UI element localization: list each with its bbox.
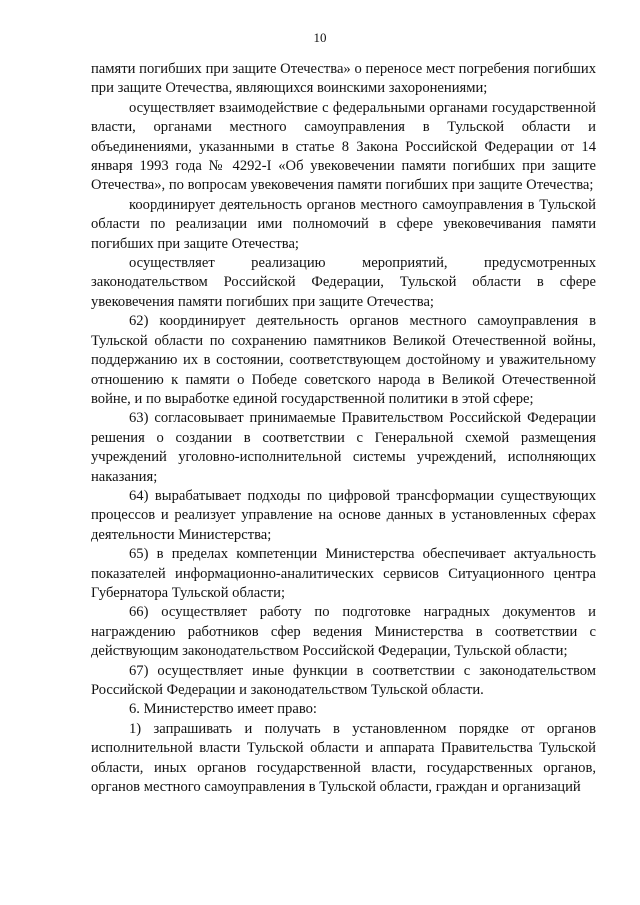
paragraph-item-67: 67) осуществляет иные функции в соответствии с законодательством Российской Федерации и законодательством Тульской области. xyxy=(91,662,596,698)
paragraph-item-64: 64) вырабатывает подходы по цифровой трансформации существующих процессов и реализует управление на основе данных в установленных сферах деятельности Министерства; xyxy=(91,487,596,543)
paragraph-item-66: 66) осуществляет работу по подготовке наградных документов и награждению работников сфер ведения Министерства в соответствии с действующим законодательством Российской Федерации, Тульской области; xyxy=(91,604,596,660)
document-body xyxy=(91,60,596,797)
paragraph-continuation: памяти погибших при защите Отечества» о переносе мест погребения погибших при защите Отечества, являющихся воинскими захоронениями; xyxy=(91,61,596,97)
paragraph-right-1: 1) запрашивать и получать в установленном порядке от органов исполнительной власти Тульской области и аппарата Правительства Тульской области, иных органов государственной власти, государственных органов, органов местного самоуправления в Тульской области, граждан и организаций xyxy=(91,720,596,796)
paragraph-implementation: осуществляет реализацию мероприятий, предусмотренных законодательством Российской Федерации, Тульской области в сфере увековечения памяти погибших при защите Отечества; xyxy=(91,255,596,310)
paragraph-item-63: 63) согласовывает принимаемые Правительством Российской Федерации решения о создании в соответствии с Генеральной схемой размещения учреждений уголовно-исполнительной системы учреждений, исполняющих наказания; xyxy=(91,410,596,485)
paragraph-item-65: 65) в пределах компетенции Министерства обеспечивает актуальность показателей информационно-аналитических сервисов Ситуационного центра Губернатора Тульской области; xyxy=(91,546,596,601)
paragraph-coordination: координирует деятельность органов местного самоуправления в Тульской области по реализации ими полномочий в сфере увековечивания памяти погибших при защите Отечества; xyxy=(91,196,596,252)
paragraph-section-6: 6. Министерство имеет право: xyxy=(129,701,317,718)
paragraph-item-62: 62) координирует деятельность органов местного самоуправления в Тульской области по сохранению памятников Великой Отечественной войны, поддержанию их в состоянии, соответствующем достойному и уважительному отношению к памяти о Победе советского народа в Великой Отечественной войне, и по выработке единой государственной политики в этой сфере; xyxy=(91,313,596,407)
paragraph-interaction: осуществляет взаимодействие с федеральными органами государственной власти, органами местного самоуправления в Тульской области и объединениями, указанными в статье 8 Закона Российской Федерации от 14 января 1993 года № 4292-I «Об увековечении памяти погибших при защите Отечества», по вопросам увековечения памяти погибших при защите Отечества; xyxy=(91,99,596,194)
page-number: 10 xyxy=(313,30,327,45)
